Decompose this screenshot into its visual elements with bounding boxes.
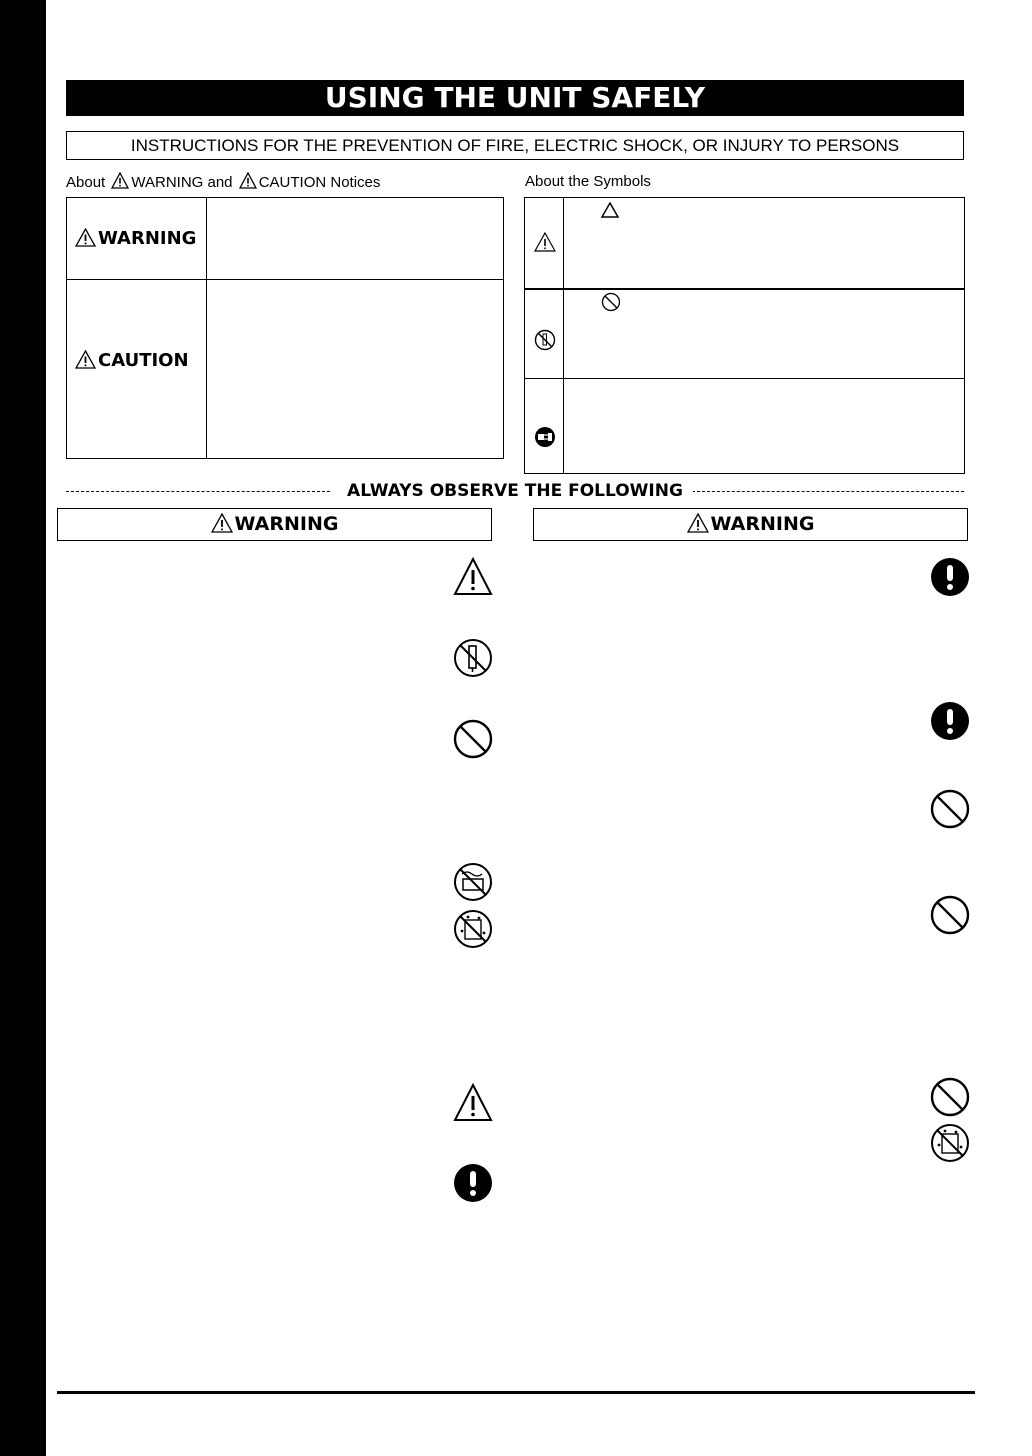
prohibited-icon bbox=[930, 895, 970, 935]
warning-notice-label bbox=[75, 228, 205, 249]
triangle-warning-icon bbox=[75, 350, 96, 369]
right-warning-text: WARNING bbox=[710, 513, 815, 535]
notices-heading-warning: WARNING bbox=[131, 174, 204, 191]
left-warning-text: WARNING bbox=[234, 513, 339, 535]
symbols-row-divider bbox=[525, 288, 964, 290]
no-disassemble-icon bbox=[453, 638, 493, 678]
always-observe-text: ALWAYS OBSERVE THE FOLLOWING bbox=[337, 481, 693, 501]
unplug-icon bbox=[534, 426, 556, 448]
notices-heading-and: and bbox=[207, 174, 233, 191]
prohibited-disassemble-icon bbox=[534, 329, 556, 351]
triangle-warning-icon bbox=[239, 172, 257, 195]
mandatory-exclamation-icon bbox=[930, 557, 970, 597]
notices-heading-about: About bbox=[66, 174, 106, 191]
triangle-warning-icon bbox=[453, 557, 493, 597]
symbols-row-divider bbox=[525, 378, 964, 379]
page-edge-bar bbox=[0, 0, 46, 1456]
page-title: USING THE UNIT SAFELY bbox=[66, 80, 964, 116]
caution-notice-text: CAUTION bbox=[98, 350, 189, 371]
symbols-divider bbox=[563, 198, 564, 473]
triangle-warning-icon bbox=[211, 513, 233, 533]
page-subtitle: INSTRUCTIONS FOR THE PREVENTION OF FIRE, ELECTRIC SHOCK, OR INJURY TO PERSONS bbox=[66, 131, 964, 160]
warning-notice-text: WARNING bbox=[98, 228, 197, 249]
triangle-warning-icon bbox=[453, 1083, 493, 1123]
prohibited-icon bbox=[453, 719, 493, 759]
triangle-warning-icon bbox=[111, 172, 129, 195]
triangle-warning-icon bbox=[687, 513, 709, 533]
notices-heading-notices: Notices bbox=[330, 174, 381, 191]
symbols-table bbox=[524, 197, 965, 474]
mandatory-exclamation-icon bbox=[453, 1163, 493, 1203]
no-water-icon bbox=[453, 862, 493, 902]
bottom-rule bbox=[57, 1391, 975, 1394]
right-warning-header bbox=[533, 508, 968, 541]
prohibited-symbol-icon bbox=[601, 292, 621, 312]
always-observe-heading bbox=[66, 481, 964, 501]
notices-heading bbox=[66, 172, 380, 195]
notices-table bbox=[66, 197, 504, 459]
no-children-icon bbox=[453, 909, 493, 949]
left-warning-header bbox=[57, 508, 492, 541]
caution-notice-label bbox=[75, 350, 205, 371]
prohibited-icon bbox=[930, 789, 970, 829]
no-children-icon bbox=[930, 1123, 970, 1163]
triangle-warning-icon bbox=[534, 232, 556, 252]
notices-heading-caution: CAUTION bbox=[258, 174, 327, 191]
notices-row-divider bbox=[67, 279, 503, 280]
symbols-heading: About the Symbols bbox=[525, 173, 651, 190]
notices-divider bbox=[206, 198, 207, 458]
mandatory-exclamation-icon bbox=[930, 701, 970, 741]
triangle-symbol-icon bbox=[601, 202, 619, 218]
triangle-warning-icon bbox=[75, 228, 96, 247]
prohibited-icon bbox=[930, 1077, 970, 1117]
